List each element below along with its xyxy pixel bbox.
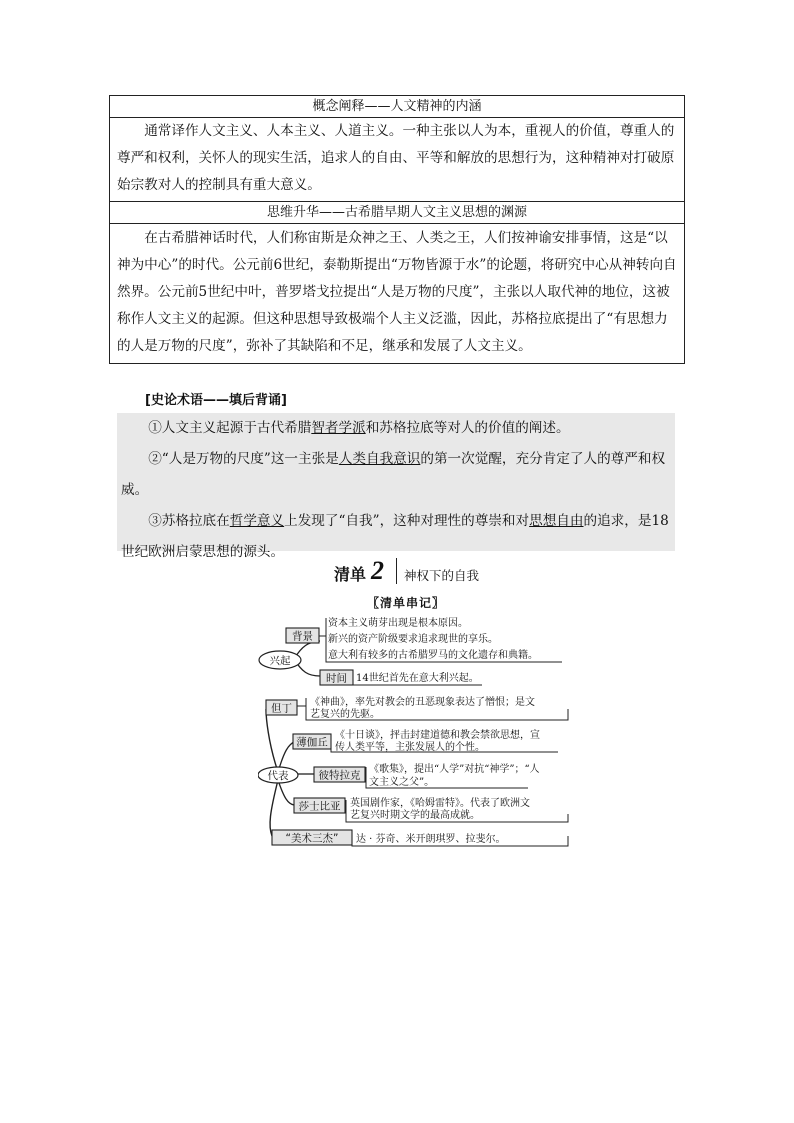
notes-tag: 〖清单串记〗 (367, 596, 446, 610)
recite-item-1: ①人文主义起源于古代希腊智者学派和苏格拉底等对人的价值的阐述。 (148, 420, 570, 436)
background-line-3: 意大利有较多的古希腊罗马的文化遗存和典籍。 (328, 650, 538, 661)
recite-item-2: ②“人是万物的尺度”这一主张是人类自我意识的第一次觉醒，充分肯定了人的尊严和权威。 (121, 451, 666, 498)
concept-box (109, 95, 685, 364)
rise-label: 兴起 (269, 655, 291, 667)
thinking-heading: 思维升华——古希腊早期人文主义思想的渊源 (110, 201, 684, 224)
petrarch-line-1: 《歌集》，提出“人学”对抗“神学”；“人 (369, 764, 540, 775)
thinking-paragraph: 在古希腊神话时代，人们称宙斯是众神之王、人类之王，人们按神谕安排事情，这是“以神为中心”的时代。公元前6世纪，泰勒斯提出“万物皆源于水”的论题，将研究中心从神转向自然界。公元前5世纪中叶，普罗塔戈拉提出“人是万物的尺度”，主张以人取代神的地位，这被称作人文主义的起源。但这种思想导致极端个人主义泛滥，因此，苏格拉底提出了“有思想力的人是万物的尺度”，弥补了其缺陷和不足，继承和发展了人文主义。 (117, 230, 677, 354)
section-title: 神权下的自我 (404, 568, 480, 583)
rise-branch (259, 616, 562, 685)
art-masters-line: 达 · 芬奇、米开朗琪罗、拉斐尔。 (356, 834, 506, 845)
dante-line-2: 艺复兴的先驱。 (310, 709, 380, 720)
dante-line-1: 《神曲》，率先对教会的丑恶现象表达了憎恨；是文 (310, 697, 535, 708)
shakespeare-line-2: 艺复兴时期文学的最高成就。 (350, 810, 480, 821)
boccaccio-line-1: 《十日谈》，抨击封建道德和教会禁欲思想，宣 (335, 730, 540, 741)
section-number: 2 (371, 556, 384, 585)
concept-paragraph: 通常译作人文主义、人本主义、人道主义。一种主张以人为本，重视人的价值，尊重人的尊严和权利，关怀人的现实生活，追求人的自由、平等和解放的思想行为，这种精神对打破原始宗教对人的控制具有重大意义。 (117, 123, 675, 193)
background-line-1: 资本主义萌芽出现是根本原因。 (328, 618, 468, 629)
shakespeare-label: 莎士比亚 (298, 800, 341, 813)
petrarch-label: 彼特拉克 (318, 769, 361, 782)
time-label: 时间 (326, 672, 347, 685)
recite-label: [史论术语——填后背诵] (145, 393, 287, 408)
recite-box (117, 413, 675, 560)
background-line-2: 新兴的资产阶级要求追求现世的享乐。 (328, 634, 498, 645)
concept-heading: 概念阐释——人文精神的内涵 (110, 96, 684, 118)
time-line: 14世纪首先在意大利兴起。 (356, 673, 479, 684)
reps-label: 代表 (267, 770, 289, 782)
recite-item-3: ③苏格拉底在哲学意义上发现了“自我”，这种对理性的尊崇和对思想自由的追求，是18世纪欧洲启蒙思想的源头。 (121, 513, 669, 560)
dante-label: 但丁 (271, 702, 292, 715)
shakespeare-line-1: 英国剧作家，《哈姆雷特》。代表了欧洲文 (350, 798, 530, 809)
art-masters-label: “美术三杰” (285, 832, 339, 845)
boccaccio-line-2: 传人类平等，主张发展人的个性。 (335, 742, 485, 753)
mind-map (258, 612, 578, 852)
section-word: 清单 (334, 565, 367, 584)
background-label: 背景 (292, 630, 313, 643)
boccaccio-label: 薄伽丘 (296, 736, 328, 749)
petrarch-line-2: 文主义之父”。 (369, 777, 435, 788)
reps-branch (258, 695, 568, 846)
section-divider (396, 558, 397, 584)
